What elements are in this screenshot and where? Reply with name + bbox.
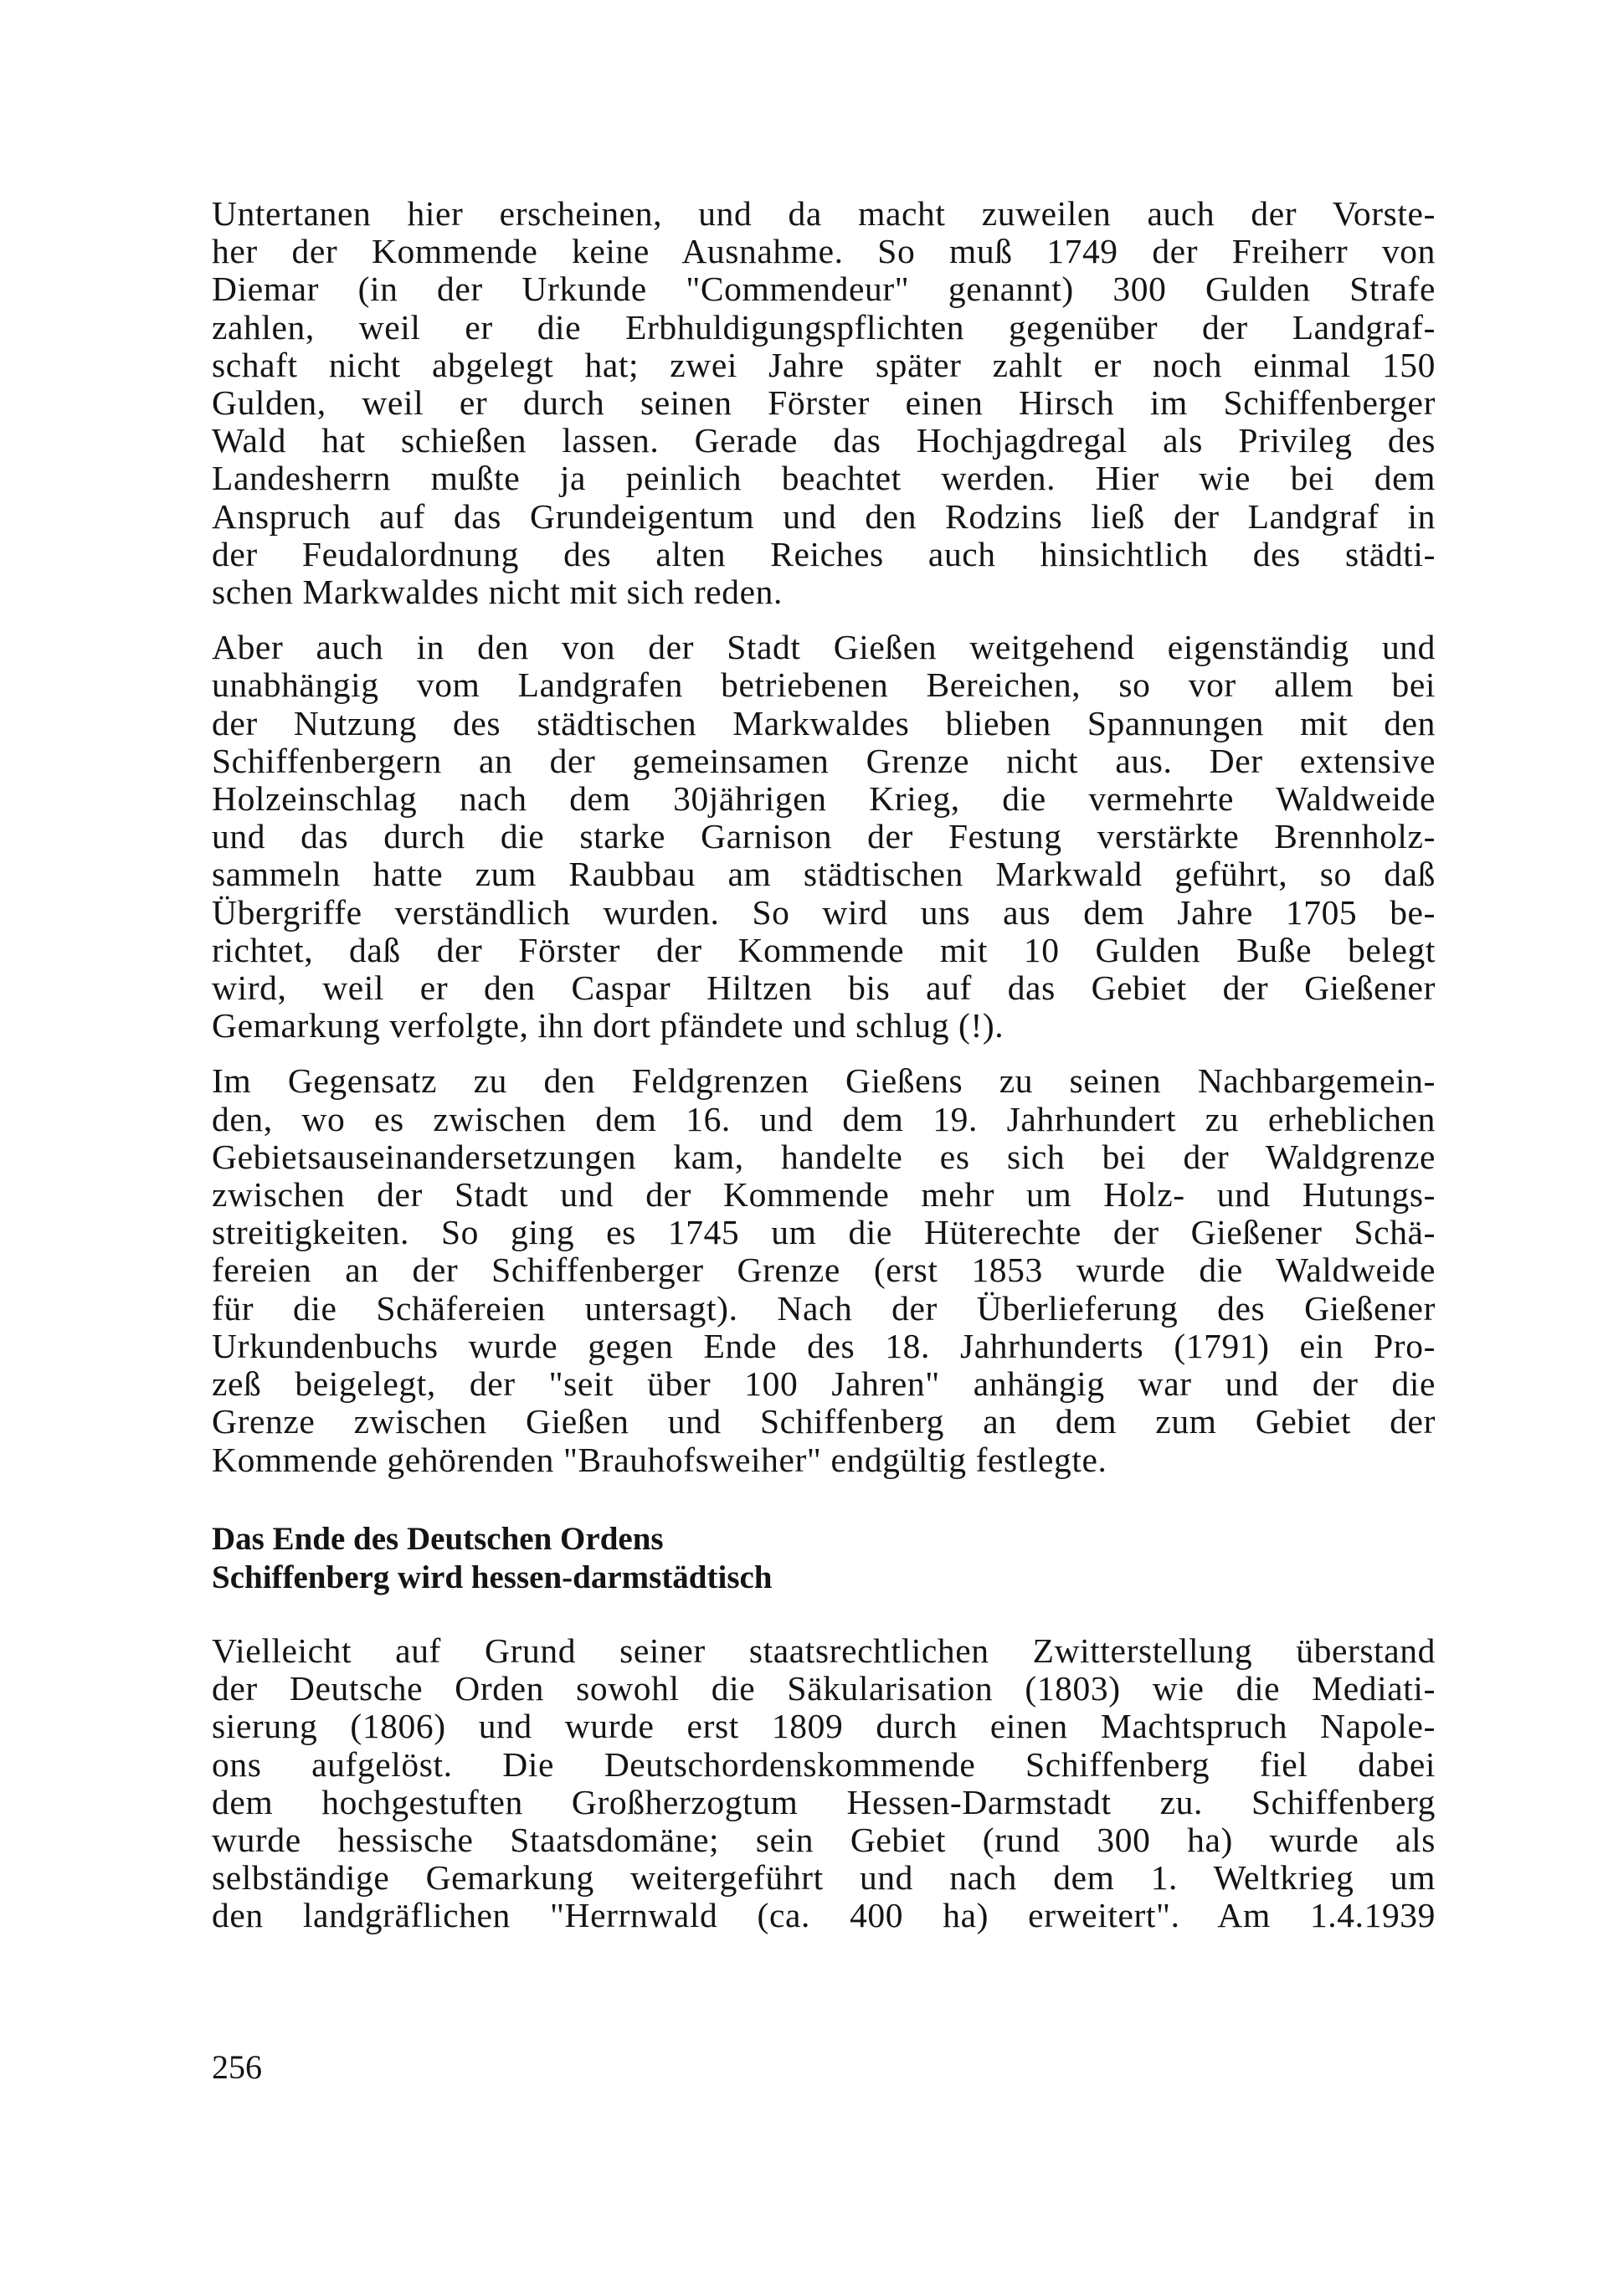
text-line: selbständige Gemarkung weitergeführt und nach dem 1. Weltkrieg um: [212, 1858, 1436, 1898]
text-line: Landesherrn mußte ja peinlich beachtet werden. Hier wie bei dem: [212, 459, 1436, 498]
page-number: 256: [212, 2048, 262, 2086]
text-line: Kommende gehörenden "Brauhofsweiher" endgültig festlegte.: [212, 1440, 1107, 1479]
text-line: Übergriffe verständlich wurden. So wird uns aus dem Jahre 1705 be-: [212, 892, 1436, 932]
text-line: ons aufgelöst. Die Deutschordenskommende Schiffenberg fiel dabei: [212, 1744, 1436, 1784]
paragraph-1: [212, 195, 1436, 611]
paragraph-2: [212, 629, 1436, 1045]
text-line: Grenze zwischen Gießen und Schiffenberg an dem zum Gebiet der: [212, 1402, 1436, 1441]
heading-line-2: Schiffenberg wird hessen-darmstädtisch: [212, 1559, 773, 1595]
text-line: für die Schäfereien untersagt). Nach der Überlieferung des Gießener: [212, 1288, 1436, 1328]
text-line: fereien an der Schiffenberger Grenze (erst 1853 wurde die Waldweide: [212, 1251, 1436, 1290]
text-line: Untertanen hier erscheinen, und da macht zuweilen auch der Vorste-: [212, 194, 1436, 233]
text-line: Urkundenbuchs wurde gegen Ende des 18. Jahrhunderts (1791) ein Pro-: [212, 1326, 1436, 1365]
text-line: der Deutsche Orden sowohl die Säkularisation (1803) wie die Mediati-: [212, 1669, 1436, 1708]
text-line: richtet, daß der Förster der Kommende mit 10 Gulden Buße belegt: [212, 930, 1436, 969]
text-line: zeß beigelegt, der "seit über 100 Jahren" anhängig war und der die: [212, 1364, 1436, 1404]
text-line: Im Gegensatz zu den Feldgrenzen Gießens zu seinen Nachbargemein-: [212, 1061, 1436, 1101]
text-line: Gebietsauseinandersetzungen kam, handelte es sich bei der Waldgrenze: [212, 1137, 1436, 1176]
text-line: schaft nicht abgelegt hat; zwei Jahre später zahlt er noch einmal 150: [212, 345, 1436, 384]
text-line: Wald hat schießen lassen. Gerade das Hochjagdregal als Privileg des: [212, 421, 1436, 460]
body-text-lower: [212, 1632, 1436, 1935]
text-line: wird, weil er den Caspar Hiltzen bis auf das Gebiet der Gießener: [212, 968, 1436, 1008]
text-line: unabhängig vom Landgrafen betriebenen Bereichen, so vor allem bei: [212, 665, 1436, 705]
text-line: der Nutzung des städtischen Markwaldes blieben Spannungen mit den: [212, 703, 1436, 742]
text-line: streitigkeiten. So ging es 1745 um die Hüterechte der Gießener Schä-: [212, 1213, 1436, 1252]
text-line: schen Markwaldes nicht mit sich reden.: [212, 573, 783, 612]
section-heading: [212, 1520, 1216, 1597]
text-line: her der Kommende keine Ausnahme. So muß 1749 der Freiherr von: [212, 232, 1436, 271]
text-line: Aber auch in den von der Stadt Gießen weitgehend eigenständig und: [212, 628, 1436, 667]
text-line: den landgräflichen "Herrnwald (ca. 400 ha) erweitert". Am 1.4.1939: [212, 1896, 1436, 1935]
text-line: wurde hessische Staatsdomäne; sein Gebiet (rund 300 ha) wurde als: [212, 1821, 1436, 1860]
text-line: zwischen der Stadt und der Kommende mehr um Holz- und Hutungs-: [212, 1175, 1436, 1215]
text-line: der Feudalordnung des alten Reiches auch hinsichtlich des städti-: [212, 534, 1436, 573]
body-text-upper: [212, 195, 1436, 1497]
text-line: Diemar (in der Urkunde "Commendeur" genannt) 300 Gulden Strafe: [212, 270, 1436, 309]
text-line: Gemarkung verfolgte, ihn dort pfändete und schlug (!).: [212, 1006, 1004, 1045]
text-line: und das durch die starke Garnison der Festung verstärkte Brennholz-: [212, 817, 1436, 856]
text-line: den, wo es zwischen dem 16. und dem 19. Jahrhundert zu erheblichen: [212, 1099, 1436, 1138]
text-line: Schiffenbergern an der gemeinsamen Grenze nicht aus. Der extensive: [212, 741, 1436, 780]
text-line: Anspruch auf das Grundeigentum und den Rodzins ließ der Landgraf in: [212, 496, 1436, 536]
text-line: dem hochgestuften Großherzogtum Hessen-Darmstadt zu. Schiffenberg: [212, 1782, 1436, 1821]
text-line: zahlen, weil er die Erbhuldigungspflichten gegenüber der Landgraf-: [212, 307, 1436, 347]
paragraph-3: [212, 1062, 1436, 1478]
text-line: Holzeinschlag nach dem 30jährigen Krieg, die vermehrte Waldweide: [212, 779, 1436, 819]
text-line: sammeln hatte zum Raubbau am städtischen Markwald geführt, so daß: [212, 855, 1436, 894]
heading-line-1: Das Ende des Deutschen Ordens: [212, 1521, 664, 1557]
text-line: Gulden, weil er durch seinen Förster einen Hirsch im Schiffenberger: [212, 383, 1436, 423]
text-line: sierung (1806) und wurde erst 1809 durch einen Machtspruch Napole-: [212, 1707, 1436, 1746]
text-line: Vielleicht auf Grund seiner staatsrechtlichen Zwitterstellung überstand: [212, 1631, 1436, 1670]
